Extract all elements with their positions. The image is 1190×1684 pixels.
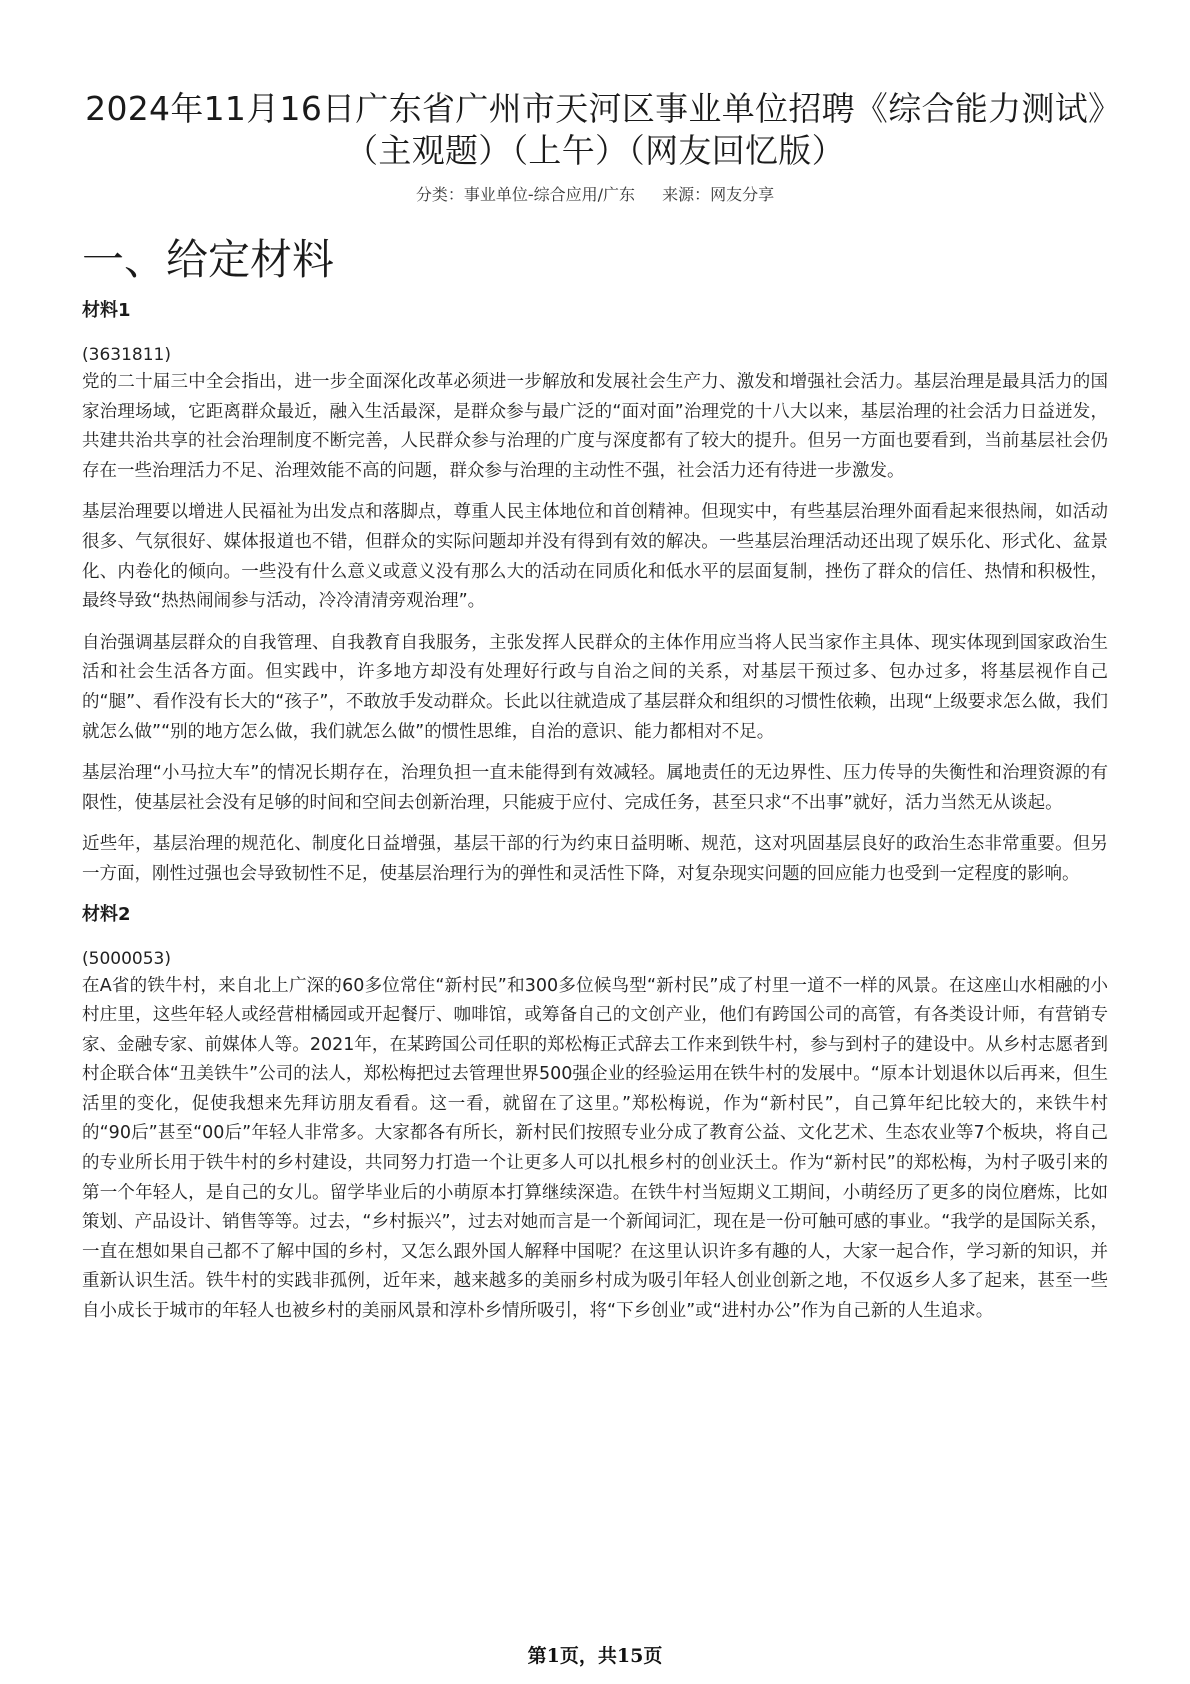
paragraph: 基层治理“小马拉大车”的情况长期存在，治理负担一直未能得到有效减轻。属地责任的无边界性、压力传导的失衡性和治理资源的有限性，使基层社会没有足够的时间和空间去创新治理，只能疲于应付、完成任务，甚至只求“不出事”就好，活力当然无从谈起。 xyxy=(82,763,1108,813)
paragraph: 近些年，基层治理的规范化、制度化日益增强，基层干部的行为约束日益明晰、规范，这对巩固基层良好的政治生态非常重要。但另一方面，刚性过强也会导致韧性不足，使基层治理行为的弹性和灵活性下降，对复杂现实问题的回应能力也受到一定程度的影响。 xyxy=(82,834,1108,884)
material-heading: 材料1 xyxy=(82,300,131,321)
paragraph: 在A省的铁牛村，来自北上广深的60多位常住“新村民”和300多位候鸟型“新村民”成了村里一道不一样的风景。在这座山水相融的小村庄里，这些年轻人或经营柑橘园或开起餐厅、咖啡馆，或筹备自己的文创产业，他们有跨国公司的高管，有各类设计师，有营销专家、金融专家、前媒体人等。2021年，在某跨国公司任职的郑松梅正式辞去工作来到铁牛村，参与到村子的建设中。从乡村志愿者到村企联合体“丑美铁牛”公司的法人，郑松梅把过去管理世界500强企业的经验运用在铁牛村的发展中。“原本计划退休以后再来，但生活里的变化，促使我想来先拜访朋友看看。这一看，就留在了这里。”郑松梅说，作为“新村民”，自己算年纪比较大的，来铁牛村的“90后”甚至“00后”年轻人非常多。大家都各有所长，新村民们按照专业分成了教育公益、文化艺术、生态农业等7个板块，将自己的专业所长用于铁牛村的乡村建设，共同努力打造一个让更多人可以扎根乡村的创业沃土。作为“新村民”的郑松梅，为村子吸引来的第一个年轻人，是自己的女儿。留学毕业后的小萌原本打算继续深造。在铁牛村当短期义工期间，小萌经历了更多的岗位磨炼，比如策划、产品设计、销售等等。过去，“乡村振兴”，过去对她而言是一个新闻词汇，现在是一份可触可感的事业。“我学的是国际关系，一直在想如果自己都不了解中国的乡村，又怎么跟外国人解释中国呢？在这里认识许多有趣的人，大家一起合作，学习新的知识，并重新认识生活。铁牛村的实践非孤例，近年来，越来越多的美丽乡村成为吸引年轻人创业创新之地，不仅返乡人多了起来，甚至一些自小成长于城市的年轻人也被乡村的美丽风景和淳朴乡情所吸引，将“下乡创业”或“进村办公”作为自己新的人生追求。 xyxy=(82,975,1108,1322)
material-id: (5000053) xyxy=(82,948,171,969)
page-number-footer: 第1页，共15页 xyxy=(527,1645,663,1667)
material-id: (3631811) xyxy=(82,345,171,365)
material-1 xyxy=(82,298,1108,890)
paragraph: 自治强调基层群众的自我管理、自我教育自我服务，主张发挥人民群众的主体作用应当将人民当家作主具体、现实体现到国家政治生活和社会生活各方面。但实践中，许多地方却没有处理好行政与自治之间的关系，对基层干预过多、包办过多，将基层视作自己的“腿”、看作没有长大的“孩子”，不敢放手发动群众。长此以往就造成了基层群众和组织的习惯性依赖，出现“上级要求怎么做，我们就怎么做”“别的地方怎么做，我们就怎么做”的惯性思维，自治的意识、能力都相对不足。 xyxy=(82,632,1108,742)
document-meta xyxy=(82,184,1108,206)
material-2 xyxy=(82,902,1108,1327)
document-page xyxy=(82,88,1108,1339)
document-title: 2024年11月16日广东省广州市天河区事业单位招聘《综合能力测试》（主观题）（上午）（网友回忆版） xyxy=(85,89,1105,170)
paragraph: 党的二十届三中全会指出，进一步全面深化改革必须进一步解放和发展社会生产力、激发和增强社会活力。基层治理是最具活力的国家治理场域，它距离群众最近，融入生活最深，是群众参与最广泛的“面对面”治理党的十八大以来，基层治理的社会活力日益迸发，共建共治共享的社会治理制度不断完善，人民群众参与治理的广度与深度都有了较大的提升。但另一方面也要看到，当前基层社会仍存在一些治理活力不足、治理效能不高的问题，群众参与治理的主动性不强，社会活力还有待进一步激发。 xyxy=(82,372,1108,481)
section-heading: 一、给定材料 xyxy=(82,235,335,284)
source-label: 来源：网友分享 xyxy=(662,185,775,204)
paragraph: 基层治理要以增进人民福祉为出发点和落脚点，尊重人民主体地位和首创精神。但现实中，有些基层治理外面看起来很热闹，如活动很多、气氛很好、媒体报道也不错，但群众的实际问题却并没有得到有效的解决。一些基层治理活动还出现了娱乐化、形式化、盆景化、内卷化的倾向。一些没有什么意义或意义没有那么大的活动在同质化和低水平的层面复制，挫伤了群众的信任、热情和积极性，最终导致“热热闹闹参与活动，冷冷清清旁观治理”。 xyxy=(82,502,1108,612)
material-heading: 材料2 xyxy=(82,903,131,925)
category-label: 分类：事业单位-综合应用/广东 xyxy=(415,185,636,204)
